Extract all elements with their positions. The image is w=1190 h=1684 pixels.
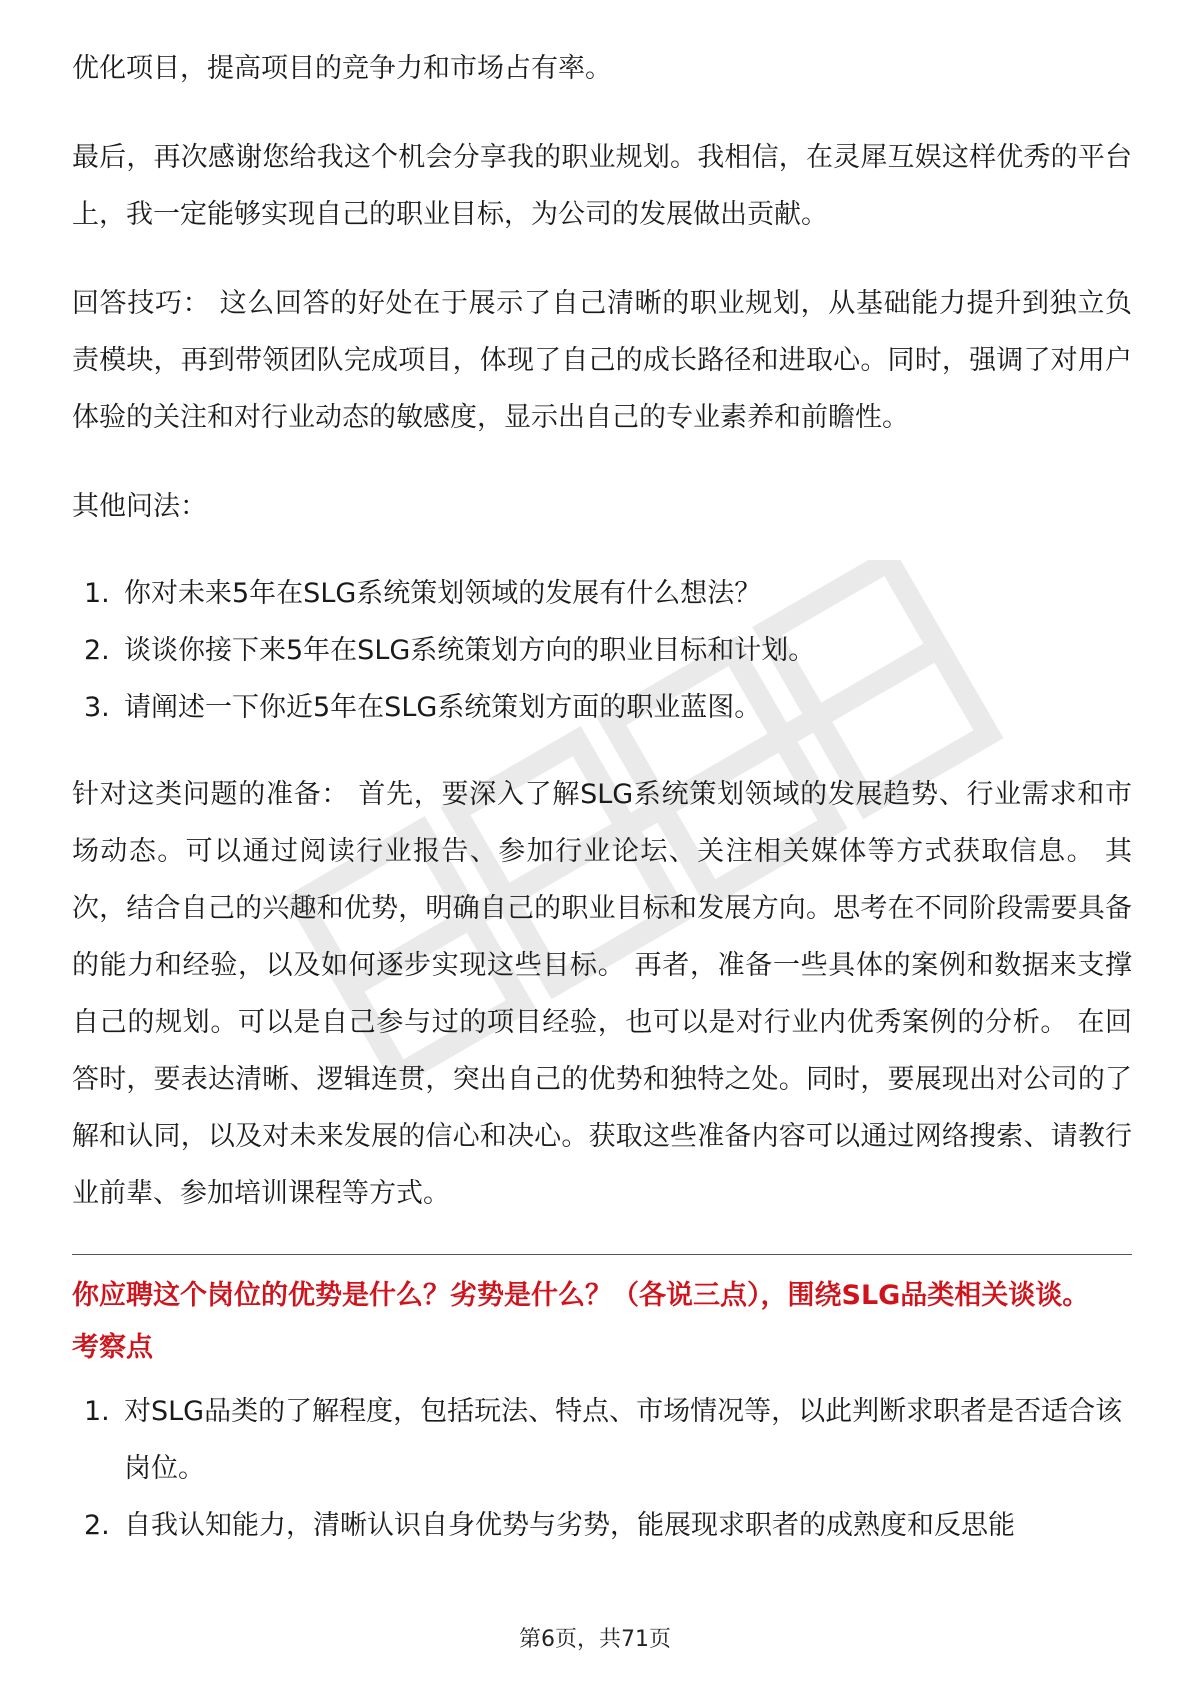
list-item-number: 2. [84, 1510, 110, 1541]
list-item-number: 1. [84, 1396, 110, 1427]
list-item-text: 你对未来5年在SLG系统策划领域的发展有什么想法？ [124, 578, 762, 609]
page-number-footer: 第6页，共71页 [519, 1627, 671, 1652]
paragraph-closing-thanks: 最后，再次感谢您给我这个机会分享我的职业规划。我相信，在灵犀互娱这样优秀的平台上，我一定能够实现自己的职业目标，为公司的发展做出贡献。 [72, 142, 1132, 230]
other-questions-label: 其他问法： [72, 491, 207, 522]
list-item-number: 3. [84, 692, 110, 723]
paragraph-preparation: 针对这类问题的准备： 首先，要深入了解SLG系统策划领域的发展趋势、行业需求和市场动态。可以通过阅读行业报告、参加行业论坛、关注相关媒体等方式获取信息。 其次，结合自己的兴趣和优势，明确自己的职业目标和发展方向。思考在不同阶段需要具备的能力和经验，以及如何逐步实现这些目标。 再者，准备一些具体的案例和数据来支撑自己的规划。可以是自己参与过的项目经验，也可以是对行业内优秀案例的分析。 在回答时，要表达清晰、逻辑连贯，突出自己的优势和独特之处。同时，要展现出对公司的了解和认同，以及对未来发展的信心和决心。获取这些准备内容可以通过网络搜索、请教行业前辈、参加培训课程等方式。 [72, 779, 1132, 1209]
exam-points-label: 考察点 [72, 1332, 153, 1363]
list-item-text: 自我认知能力，清晰认识自身优势与劣势，能展现求职者的成熟度和反思能 [124, 1510, 1015, 1541]
list-item-number: 1. [84, 578, 110, 609]
document-page [72, 40, 1132, 1584]
other-questions-list [72, 565, 1132, 736]
list-item [72, 679, 1132, 736]
question-heading: 你应聘这个岗位的优势是什么？劣势是什么？（各说三点），围绕SLG品类相关谈谈。 [72, 1280, 1090, 1311]
list-item-text: 谈谈你接下来5年在SLG系统策划方向的职业目标和计划。 [124, 635, 816, 666]
paragraph-answer-tips: 回答技巧： 这么回答的好处在于展示了自己清晰的职业规划，从基础能力提升到独立负责模块，再到带领团队完成项目，体现了自己的成长路径和进取心。同时，强调了对用户体验的关注和对行业动态的敏感度，显示出自己的专业素养和前瞻性。 [72, 288, 1132, 433]
list-item [72, 565, 1132, 622]
list-item-text: 对SLG品类的了解程度，包括玩法、特点、市场情况等，以此判断求职者是否适合该岗位。 [124, 1396, 1123, 1484]
list-item-number: 2. [84, 635, 110, 666]
section-divider [72, 1254, 1132, 1255]
list-item [72, 1497, 1132, 1554]
list-item [72, 622, 1132, 679]
paragraph-conclusion-end: 优化项目，提高项目的竞争力和市场占有率。 [72, 53, 612, 84]
exam-points-list [72, 1383, 1132, 1554]
list-item-text: 请阐述一下你近5年在SLG系统策划方面的职业蓝图。 [124, 692, 762, 723]
list-item [72, 1383, 1132, 1497]
